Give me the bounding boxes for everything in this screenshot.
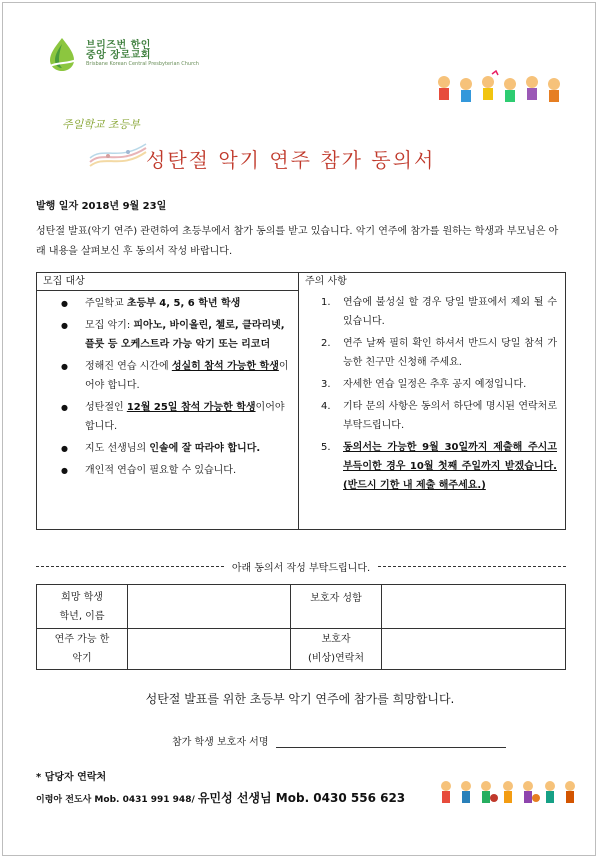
marching-band-illustration-icon <box>436 778 586 808</box>
issue-date: 발행 일자 2018년 9월 23일 <box>36 201 167 212</box>
logo-line-2: 중앙 장로교회 <box>86 50 151 62</box>
list-item: ● 지도 선생님의 인솔에 잘 따라야 합니다. <box>37 439 298 458</box>
list-item: 2. 연주 날짜 필히 확인 하셔서 반드시 당일 참석 가능한 친구만 신청해 주세요. <box>321 338 557 368</box>
section-divider <box>36 559 566 574</box>
intro-text: 성탄절 발표(악기 연주) 관련하여 초등부에서 참가 동의를 받고 있습니다. 악기 연주에 참가를 원하는 학생과 부모님은 아래 내용을 살펴보신 후 동의서 작성 바랍니다. <box>36 226 559 257</box>
notes-list <box>299 293 565 495</box>
drop-leaf-icon <box>44 36 80 72</box>
requirements-heading: 모집 대상 <box>37 273 298 291</box>
instrument-field[interactable] <box>128 629 291 670</box>
guardian-name-field[interactable] <box>382 585 566 629</box>
logo-line-3: Brisbane Korean Central Presbyterian Church <box>86 60 199 67</box>
music-notes-icon <box>88 140 148 172</box>
contact-heading: * 담당자 연락처 <box>36 772 107 783</box>
list-item: 3. 자세한 연습 일정은 추후 공지 예정입니다. <box>321 379 527 390</box>
contact-person-2: 유민성 선생님 Mob. 0430 556 623 <box>197 791 406 805</box>
contact-info <box>36 789 405 806</box>
guardian-contact-label: 보호자 (비상)연락처 <box>291 629 382 670</box>
participation-statement: 성탄절 발표를 위한 초등부 악기 연주에 참가를 희망합니다. <box>145 692 455 706</box>
instrument-label: 연주 가능 한 악기 <box>37 629 128 670</box>
signature-label: 참가 학생 보호자 서명 <box>172 737 269 748</box>
table-row <box>37 585 566 629</box>
contact-person-1: 이령아 전도사 Mob. 0431 991 948/ <box>36 795 195 805</box>
list-item: ● 정해진 연습 시간에 성실히 참석 가능한 학생이어야 합니다. <box>37 357 298 395</box>
signature-row <box>172 733 506 748</box>
notes-column <box>299 273 565 529</box>
consent-form-table <box>36 584 566 670</box>
list-item: 1. 연습에 불성실 할 경우 당일 발표에서 제외 될 수 있습니다. <box>321 297 557 327</box>
list-item: ● 개인적 연습이 필요할 수 있습니다. <box>37 461 298 480</box>
logo-line-1: 브리즈번 한인 <box>86 39 151 51</box>
children-illustration-icon <box>432 70 572 106</box>
notes-heading: 주의 사항 <box>305 276 347 287</box>
table-row <box>37 629 566 670</box>
list-item: ● 주일학교 초등부 4, 5, 6 학년 학생 <box>37 294 298 313</box>
divider-text: 아래 동의서 작성 부탁드립니다. <box>231 563 371 574</box>
guardian-contact-field[interactable] <box>382 629 566 670</box>
student-name-label: 희망 학생 학년, 이름 <box>37 585 128 629</box>
info-box <box>36 272 566 530</box>
guardian-name-label: 보호자 성함 <box>291 585 382 629</box>
student-name-field[interactable] <box>128 585 291 629</box>
requirements-list <box>37 294 298 480</box>
list-item: 5. 동의서는 가능한 9월 30일까지 제출해 주시고 부득이한 경우 10월 첫째 주일까지 받겠습니다. (반드시 기한 내 제출 해주세요.) <box>321 442 557 491</box>
list-item: ● 모집 악기: 피아노, 바이올린, 첼로, 클라리넷, 플룻 등 오케스트라 가능 악기 또는 리코더 <box>37 316 298 354</box>
page-title: 성탄절 악기 연주 참가 동의서 <box>146 148 436 172</box>
list-item: 4. 기타 문의 사항은 동의서 하단에 명시된 연락처로 부탁드립니다. <box>321 401 557 431</box>
signature-line[interactable] <box>276 735 506 748</box>
list-item: ● 성탄절인 12월 25일 참석 가능한 학생이어야 합니다. <box>37 398 298 436</box>
church-logo <box>44 36 199 72</box>
sunday-school-label: 주일학교 초등부 <box>62 118 140 131</box>
requirements-column <box>37 273 299 529</box>
